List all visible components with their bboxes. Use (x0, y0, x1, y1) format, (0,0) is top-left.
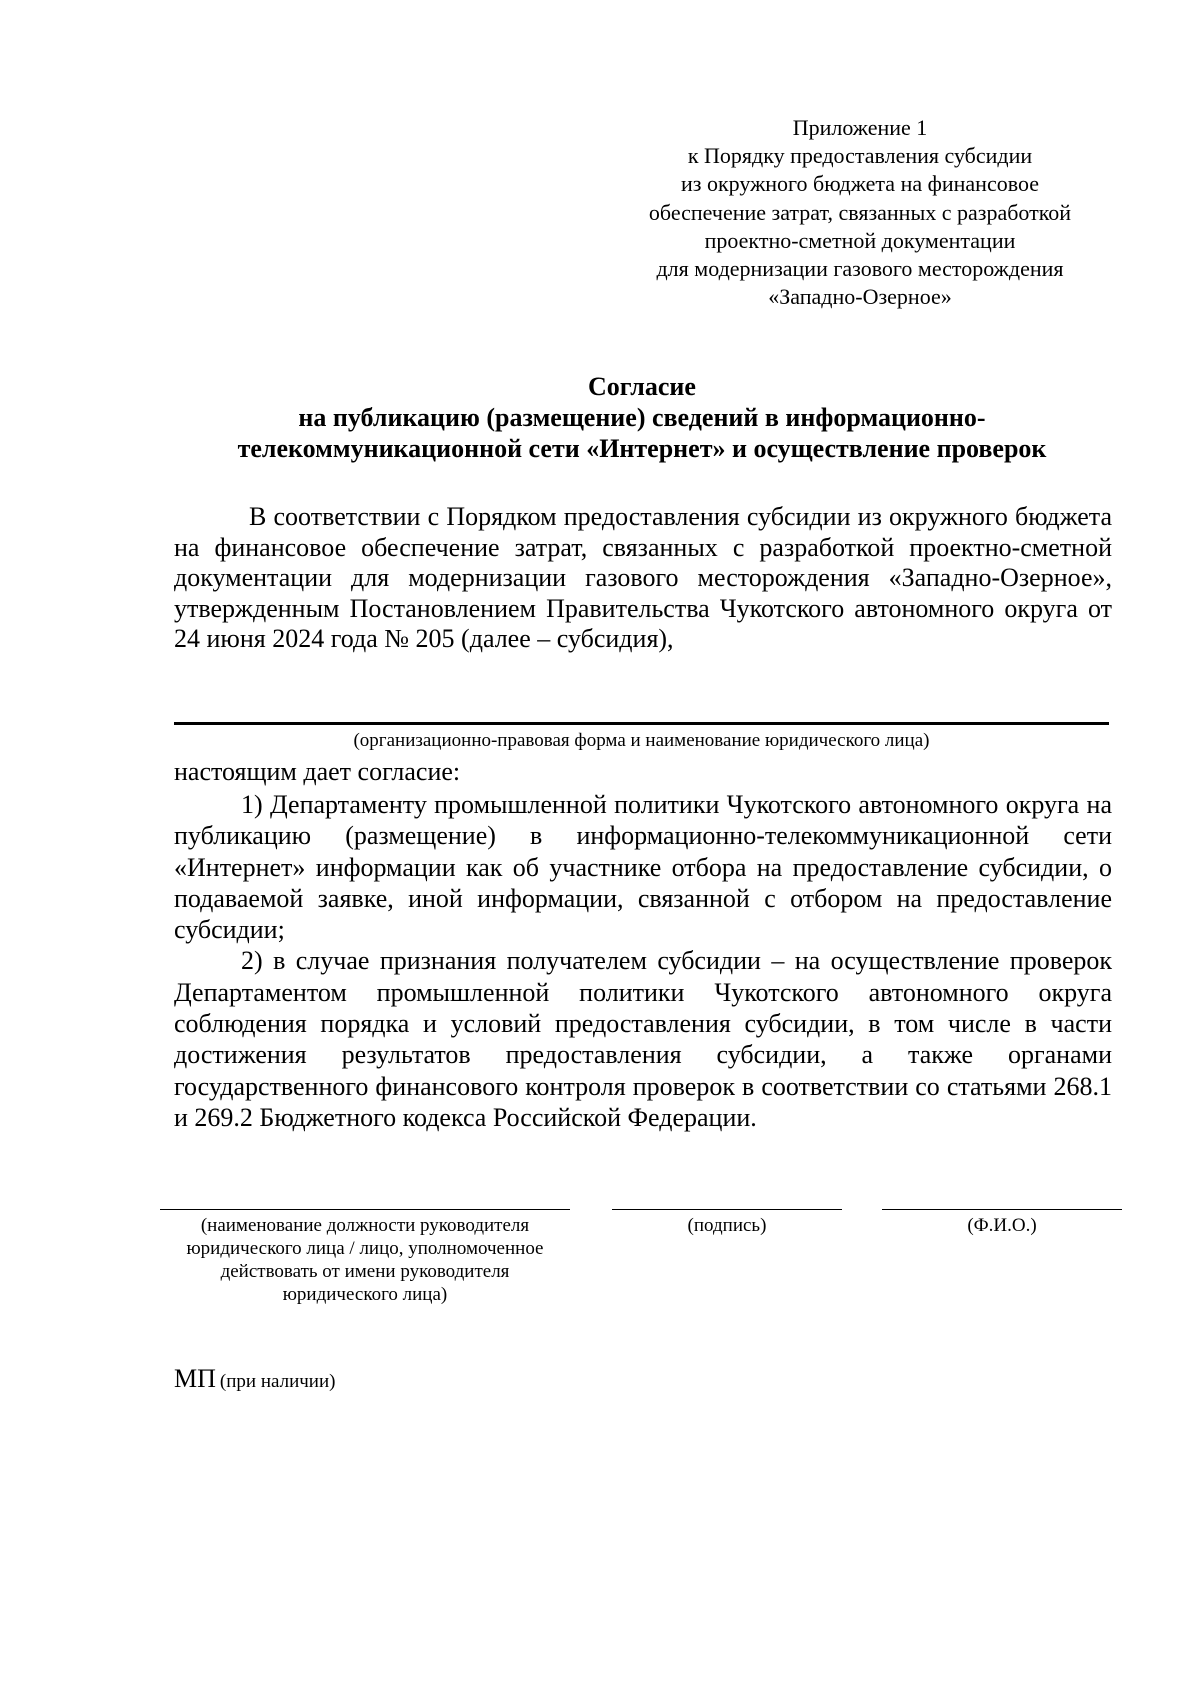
stamp-placeholder (174, 1364, 335, 1394)
stamp-label: МП (174, 1364, 216, 1393)
document-title (174, 371, 1110, 464)
consent-items (174, 789, 1112, 1133)
organization-name-caption: (организационно-правовая форма и наименование юридического лица) (353, 730, 930, 751)
consent-lead: настоящим дает согласие: (174, 757, 461, 786)
annex-header (620, 114, 1100, 311)
title-line: на публикацию (размещение) сведений в информационно- (298, 403, 986, 432)
full-name-caption (882, 1214, 1122, 1237)
position-caption-line: юридического лица / лицо, уполномоченное (186, 1238, 544, 1259)
consent-item: 1) Департаменту промышленной политики Чукотского автономного округа на публикацию (размещение) в информационно-телекоммуникационной сети «Интернет» информации как об участнике отбора на предоставление субсидии, о подаваемой заявке, иной информации, связанной с отбором на предоставление субсидии; (174, 790, 1112, 945)
signature-caption-text: (подпись) (687, 1215, 767, 1236)
organization-name-line (174, 722, 1109, 725)
stamp-note: (при наличии) (219, 1371, 336, 1392)
title-heading: Согласие (588, 372, 696, 401)
annex-line: «Западно-Озерное» (768, 284, 952, 310)
annex-line: обеспечение затрат, связанных с разработкой (648, 199, 1072, 225)
annex-line: для модернизации газового месторождения (656, 256, 1064, 282)
annex-line: из окружного бюджета на финансовое (681, 171, 1039, 197)
signature-line (612, 1209, 842, 1210)
annex-line: к Порядку предоставления субсидии (687, 143, 1033, 169)
position-caption-line: (наименование должности руководителя (200, 1215, 530, 1236)
title-line: телекоммуникационной сети «Интернет» и осуществление проверок (237, 434, 1047, 463)
position-signature-line (160, 1209, 570, 1210)
annex-line: проектно-сметной документации (704, 227, 1016, 253)
annex-line: Приложение 1 (792, 115, 928, 140)
intro-paragraph: В соответствии с Порядком предоставления субсидии из окружного бюджета на финансовое обеспечение затрат, связанных с разработкой проектно-сметной документации для модернизации газового месторождения «Западно-Озерное», утвержденным Постановлением Правительства Чукотского автономного округа от 24 июня 2024 года № 205 (далее – субсидия), (174, 502, 1112, 653)
consent-item: 2) в случае признания получателем субсидии – на осуществление проверок Департаментом промышленной политики Чукотского автономного округа соблюдения порядка и условий предоставления субсидии, в том числе в части достижения результатов предоставления субсидии, а также органами государственного финансового контроля проверок в соответствии со статьями 268.1 и 269.2 Бюджетного кодекса Российской Федерации. (174, 946, 1112, 1132)
full-name-line (882, 1209, 1122, 1210)
position-caption-line: юридического лица) (282, 1284, 448, 1305)
full-name-caption-text: (Ф.И.О.) (967, 1215, 1037, 1236)
signature-caption (612, 1214, 842, 1237)
position-caption-line: действовать от имени руководителя (220, 1261, 510, 1282)
position-caption (160, 1214, 570, 1306)
